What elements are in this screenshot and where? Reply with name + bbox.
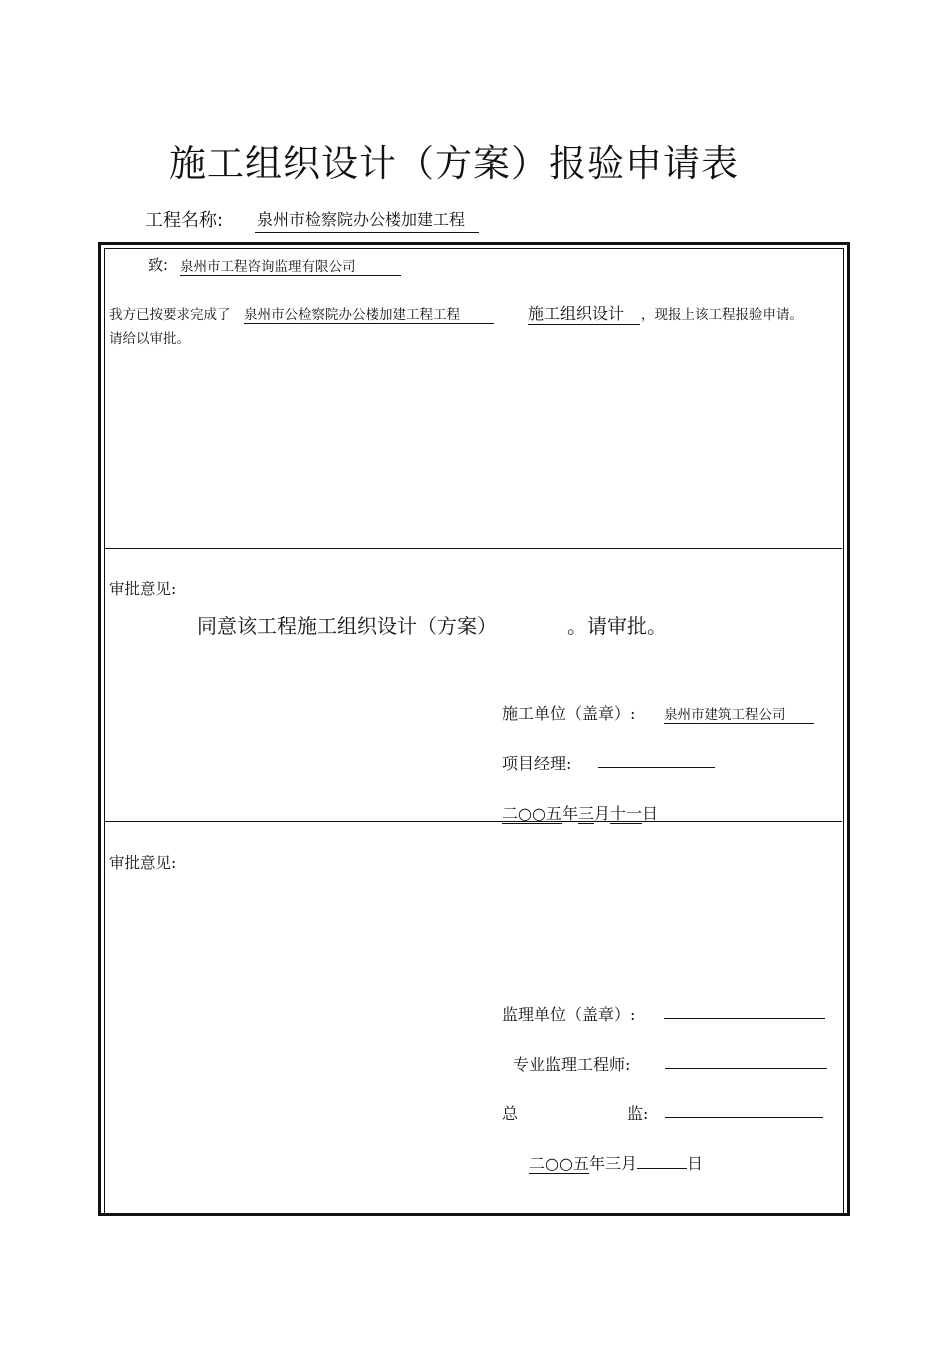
statement-project: 泉州市公检察院办公楼加建工程工程 xyxy=(244,303,494,324)
statement-prefix: 我方已按要求完成了 xyxy=(109,307,231,323)
supervisor-date-day-suffix: 日 xyxy=(686,1154,703,1173)
supervisor-unit-label: 监理单位（盖章）: xyxy=(502,1005,636,1024)
supervisor-unit-signature-line xyxy=(664,1018,825,1019)
section-divider-2 xyxy=(104,821,842,822)
opinion-text: 同意该工程施工组织设计（方案） xyxy=(197,614,497,638)
supervisor-date-day-blank xyxy=(637,1154,687,1169)
opinion-text-tail: 。请审批。 xyxy=(567,614,667,638)
contractor-date xyxy=(502,801,658,824)
statement-line2: 请给以审批。 xyxy=(109,331,190,347)
contractor-date-day-suffix: 日 xyxy=(642,804,659,823)
contractor-unit-value: 泉州市建筑工程公司 xyxy=(664,703,814,724)
contractor-date-month-suffix: 月 xyxy=(593,804,610,823)
engineer-label: 专业监理工程师: xyxy=(513,1055,631,1074)
opinion-label-1: 审批意见: xyxy=(109,580,177,598)
project-manager-label: 项目经理: xyxy=(502,754,572,773)
chief-label-part1: 总 xyxy=(502,1104,519,1123)
supervisor-date-year: 二○○五 xyxy=(529,1154,589,1173)
to-label: 致: xyxy=(148,256,169,274)
statement-suffix: ，现报上该工程报验申请。 xyxy=(641,307,803,323)
opinion-label-2: 审批意见: xyxy=(109,854,177,872)
form-title: 施工组织设计（方案）报验申请表 xyxy=(169,142,739,185)
chief-label-part2: 监: xyxy=(627,1104,649,1123)
contractor-date-year-suffix: 年 xyxy=(561,804,578,823)
chief-signature-line xyxy=(665,1117,823,1118)
supervisor-date-year-month: 年三月 xyxy=(588,1154,637,1173)
form-inner-border xyxy=(104,248,844,1215)
contractor-date-day: 十一 xyxy=(609,804,642,823)
statement-document: 施工组织设计 xyxy=(528,301,640,325)
to-value: 泉州市工程咨询监理有限公司 xyxy=(180,255,401,276)
contractor-date-month: 三 xyxy=(577,804,594,823)
contractor-date-year: 二○○五 xyxy=(502,804,562,823)
contractor-unit-label: 施工单位（盖章）: xyxy=(502,704,636,723)
engineer-signature-line xyxy=(665,1068,827,1069)
section-divider-1 xyxy=(104,548,842,549)
supervisor-date xyxy=(529,1151,703,1174)
project-name-label: 工程名称: xyxy=(145,210,224,231)
project-manager-signature-line xyxy=(598,767,715,768)
project-name-value: 泉州市检察院办公楼加建工程 xyxy=(255,207,479,233)
